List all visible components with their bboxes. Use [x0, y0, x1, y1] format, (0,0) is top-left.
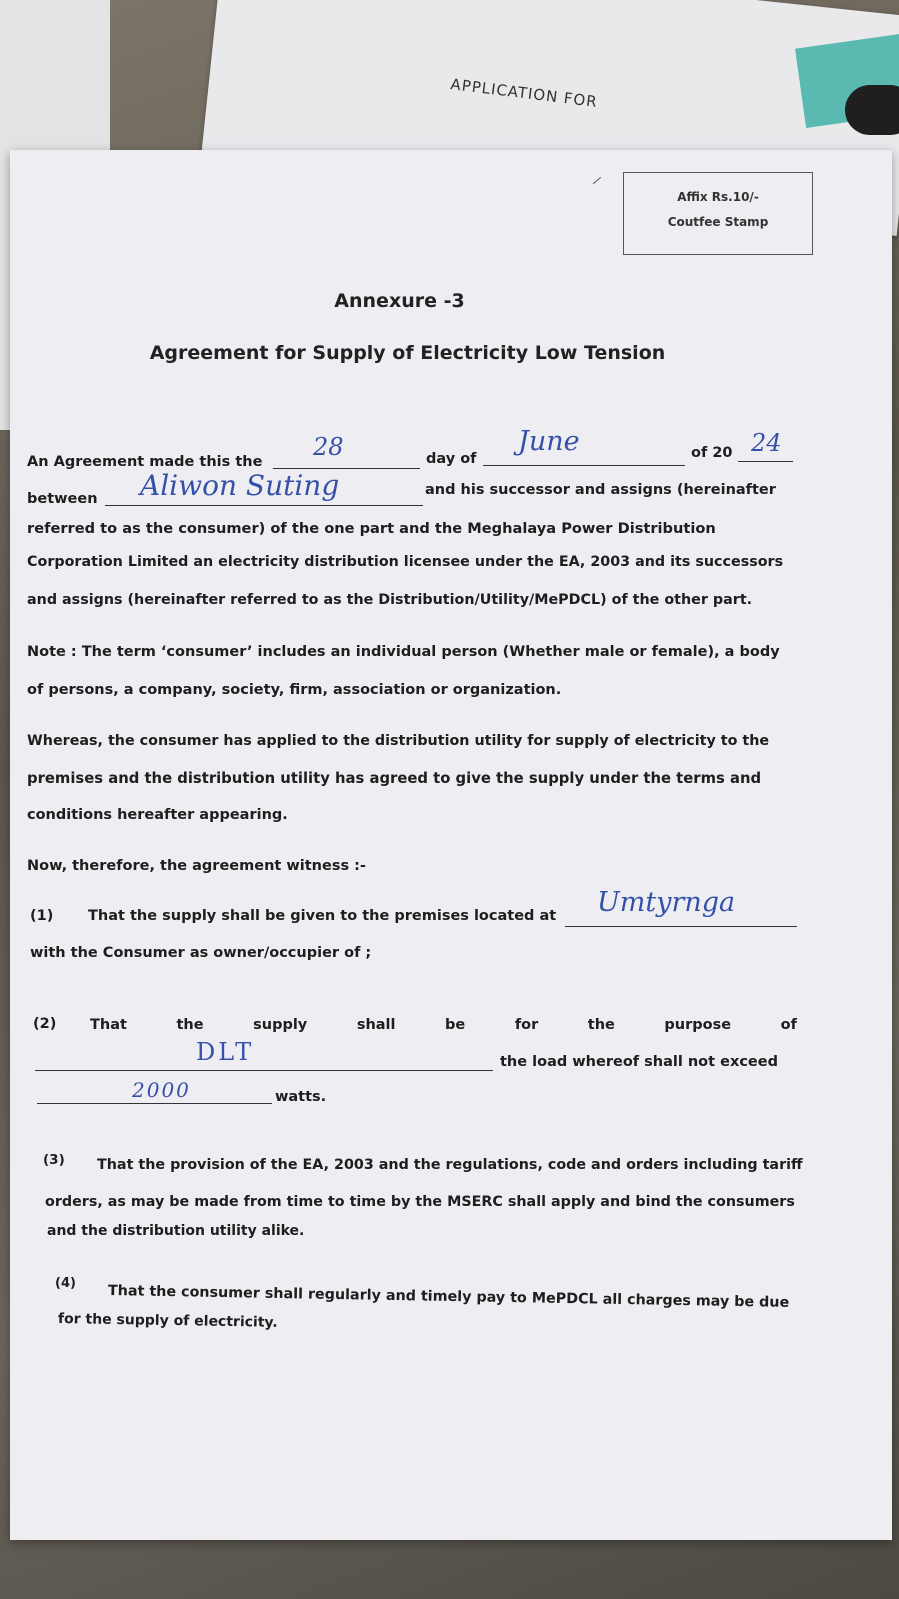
note-line-2: of persons, a company, society, firm, association or organization. — [27, 682, 562, 698]
location-underline — [565, 926, 797, 927]
court-fee-stamp-box — [623, 172, 813, 255]
clause-3-line-3: and the distribution utility alike. — [47, 1223, 305, 1239]
watts-underline — [37, 1103, 272, 1104]
clause-3-line-2: orders, as may be made from time to time by the MSERC shall apply and bind the consumers — [45, 1194, 795, 1210]
clause-3-line-1: That the provision of the EA, 2003 and the regulations, code and orders including tariff — [97, 1157, 803, 1173]
back-sheet-title: APPLICATION FOR — [449, 75, 599, 111]
clause-2-word: of — [780, 1017, 797, 1033]
successor-text: and his successor and assigns (hereinafter — [425, 482, 776, 498]
whereas-line-2: premises and the distribution utility has agreed to give the supply under the terms and — [27, 770, 762, 787]
made-label: An Agreement made this the — [27, 454, 263, 470]
consumer-name-underline — [105, 505, 423, 506]
agreement-line-3: referred to as the consumer) of the one part and the Meghalaya Power Distribution — [27, 520, 716, 537]
clause-2-word: purpose — [664, 1017, 732, 1033]
clause-4-line-1: That the consumer shall regularly and timely pay to MePDCL all charges may be due — [107, 1283, 790, 1311]
annexure-heading: Annexure -3 — [334, 290, 465, 312]
dark-object — [845, 85, 899, 135]
clause-2-word: That — [90, 1017, 127, 1033]
agreement-line-4: Corporation Limited an electricity distribution licensee under the EA, 2003 and its successors — [27, 554, 784, 570]
clause-2-word: for — [514, 1017, 539, 1033]
clause-3-number: (3) — [43, 1152, 65, 1168]
of-20-label: of 20 — [691, 445, 733, 461]
year-underline — [738, 461, 793, 462]
purpose-underline — [35, 1070, 493, 1071]
watts-label: watts. — [275, 1089, 327, 1105]
watts-value: 2000 — [132, 1078, 191, 1102]
agreement-line-5: and assigns (hereinafter referred to as the Distribution/Utility/MePDCL) of the other part. — [27, 592, 753, 608]
month-value: June — [518, 426, 580, 457]
clause-4-number: (4) — [55, 1276, 76, 1291]
whereas-line-3: conditions hereafter appearing. — [27, 807, 288, 823]
clause-1-line-2: with the Consumer as owner/occupier of ; — [30, 945, 372, 961]
clause-2-first-line — [90, 1017, 797, 1033]
whereas-line-1: Whereas, the consumer has applied to the distribution utility for supply of electricity to the — [27, 733, 770, 749]
clause-2-word: the — [587, 1017, 615, 1033]
clause-2-number: (2) — [33, 1016, 57, 1032]
clause-1-number: (1) — [30, 908, 54, 924]
stamp-line-2: Coutfee Stamp — [667, 215, 769, 229]
day-value: 28 — [313, 433, 344, 461]
note-line-1: Note : The term ‘consumer’ includes an individual person (Whether male or female), a body — [27, 644, 780, 660]
location-value: Umtyrnga — [597, 887, 736, 918]
document-title: Agreement for Supply of Electricity Low Tension — [149, 342, 666, 364]
clause-4-line-2: for the supply of electricity. — [57, 1311, 278, 1331]
year-value: 24 — [751, 429, 782, 457]
clause-2-word: supply — [253, 1017, 308, 1033]
witness-line: Now, therefore, the agreement witness :- — [27, 858, 366, 874]
day-of-label: day of — [426, 451, 477, 467]
consumer-name-value: Aliwon Suting — [140, 469, 340, 502]
clause-2-word: the — [176, 1017, 204, 1033]
month-underline — [483, 465, 685, 466]
load-text: the load whereof shall not exceed — [500, 1054, 778, 1070]
purpose-value: DLT — [196, 1038, 255, 1066]
clause-2-word: shall — [356, 1017, 396, 1033]
stamp-line-1: Affix Rs.10/- — [677, 190, 759, 204]
clause-2-word: be — [445, 1017, 466, 1033]
between-label: between — [27, 491, 98, 507]
clause-1-text: That the supply shall be given to the premises located at — [88, 908, 557, 924]
